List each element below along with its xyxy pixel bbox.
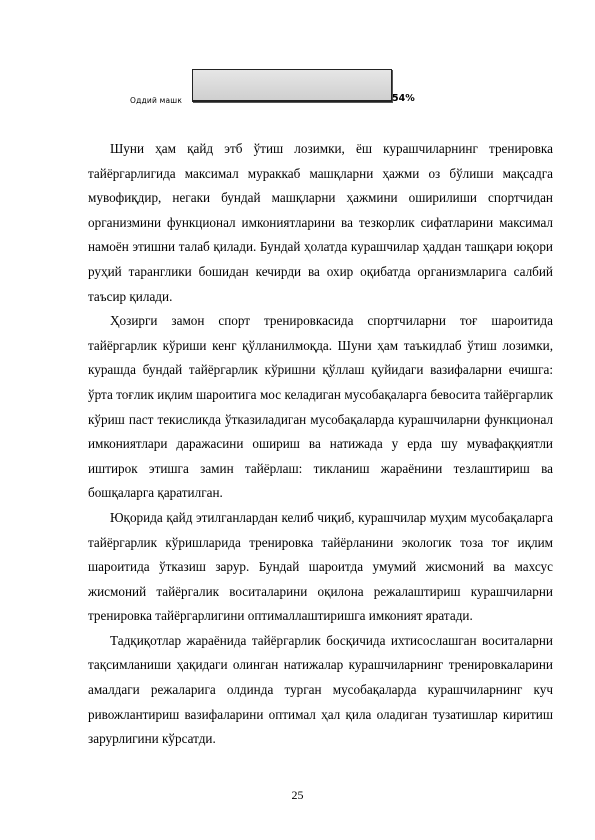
paragraph: Тадқиқотлар жараёнида тайёргарлик босқичида ихтисослашган воситаларни тақсимланиши ҳақидаги олинган натижалар курашчиларнинг тренировкаларини амалдаги режаларига олдинда турган мусобақаларда курашчиларнинг куч ривожлантириш вазифаларини оптимал ҳал қила оладиган тузатишлар киритиш зарурлигини кўрсатди. xyxy=(88,632,553,747)
paragraph: Ҳозирги замон спорт тренировкасида спортчиларни тоғ шароитида тайёргарлик кўриши кенг қўлланилмоқда. Шуни ҳам таъкидлаб ўтиш лозимки, курашда бундай тайёргарлик кўришни қўллаш қуйидаги вазифаларни ечишга: ўрта тоғлик иқлим шароитига мос келадиган мусобақаларга бевосита тайёргарлик кўриш паст текисликда ўтказиладиган мусобақаларда курашчиларни функционал имкониятлари даражасини ошириш ва натижада у ерда шу мувафаққиятли иштирок этишга замин тайёрлаш: тикланиш жараёнини тезлаштириш ва бошқаларга қаратилган. xyxy=(88,313,553,501)
paragraph: Шуни ҳам қайд этб ўтиш лозимки, ёш курашчиларнинг тренировка тайёргарлигида максимал мураккаб машқларни ҳажми оз бўлиши мақсадга мувофиқдир, негаки бундай машқларни ҳажмини оширилиши спортчидан организмини функционал имкониятларини ва тезкорлик сифатларини максимал намоён этишни талаб қилади. Бундай ҳолатда курашчилар ҳаддан ташқари юқори руҳий таранглики бошидан кечирди ва охир оқибатда организмларига салбий таъсир қилади. xyxy=(88,141,553,304)
bar xyxy=(192,69,392,102)
bar-category-label: Оддий машк xyxy=(130,96,183,105)
paragraph: Юқорида қайд этилганлардан келиб чиқиб, курашчилар муҳим мусобақаларга тайёргарлик кўришларида тренировка тайёрланини экологик тоза тоғ иқлим шароитида ўтказиш зарур. Бундай шароитда умумий жисмоний ва махсус жисмоний тайёргалик воситаларини оқилона режалаштириш курашчиларни тренировка тайёргарлигини оптималлаштиришга имконият яратади. xyxy=(88,509,553,624)
document-body xyxy=(88,137,553,752)
bar-chart-fragment xyxy=(0,60,595,110)
bar-value-label: 54% xyxy=(392,93,415,104)
page-number: 25 xyxy=(291,788,304,802)
